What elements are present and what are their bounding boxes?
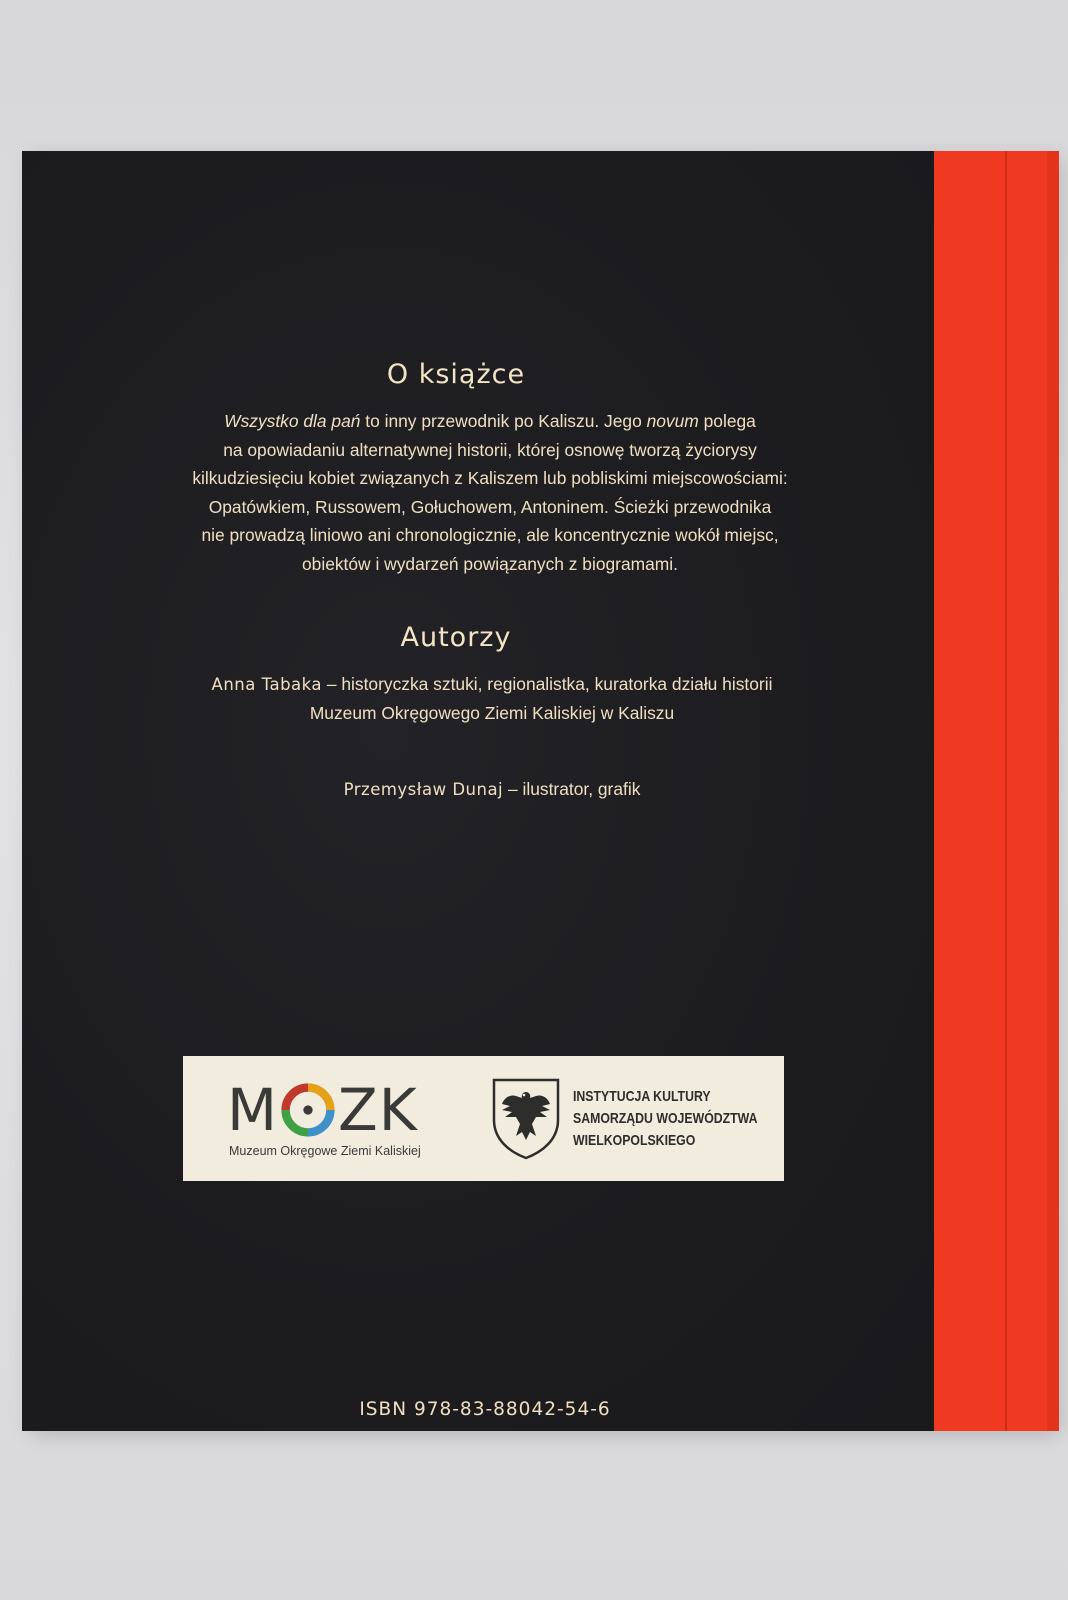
flap-edge [1047, 151, 1059, 1431]
about-paragraph [140, 407, 840, 578]
institution-line: SAMORZĄDU WOJEWÓDZTWA [573, 1110, 758, 1127]
about-line: nie prowadzą liniowo ani chronologicznie, ale koncentrycznie wokół miejsc, [201, 525, 779, 545]
about-line: kilkudziesięciu kobiet związanych z Kaliszem lub pobliskimi miejscowościami: [192, 468, 788, 488]
institution-text [573, 1086, 757, 1152]
eagle-crest-icon [490, 1076, 562, 1160]
logo-strip [183, 1056, 784, 1181]
about-line [140, 407, 840, 436]
about-text: polega [698, 411, 756, 431]
author-name: Anna Tabaka [211, 675, 323, 694]
isbn: ISBN 978-83-88042-54-6 [359, 1399, 611, 1420]
institution-line: INSTYTUCJA KULTURY [573, 1088, 711, 1105]
author-line: Muzeum Okręgowego Ziemi Kaliskiej w Kaliszu [309, 703, 675, 723]
cover-content [22, 151, 934, 1431]
mozk-letters: ZK [338, 1076, 418, 1144]
about-text: to inny przewodnik po Kaliszu. Jego [360, 411, 647, 431]
institution-line: WIELKOPOLSKIEGO [573, 1132, 696, 1149]
author-desc: – historyczka sztuki, regionalistka, kuratorka działu historii [322, 674, 773, 694]
about-line: na opowiadaniu alternatywnej historii, której osnowę tworzą życiorysy [223, 439, 757, 460]
novum-word: novum [646, 411, 699, 431]
mozk-logo [227, 1076, 418, 1144]
about-heading: O książce [386, 359, 526, 390]
mozk-subtitle: Muzeum Okręgowe Ziemi Kaliskiej [229, 1144, 421, 1158]
author-name: Przemysław Dunaj [343, 780, 504, 799]
author-line [112, 670, 872, 699]
authors-heading: Autorzy [400, 622, 512, 653]
mozk-letters: M [227, 1076, 279, 1144]
book-title: Wszystko dla pań [224, 411, 361, 431]
author-przemyslaw [112, 775, 872, 804]
author-desc: – ilustrator, grafik [503, 779, 641, 799]
author-anna [112, 670, 872, 727]
red-flap [934, 151, 1059, 1431]
about-line: obiektów i wydarzeń powiązanych z biogramami. [301, 553, 678, 574]
flap-fold-line [1005, 151, 1007, 1431]
about-line: Opatówkiem, Russowem, Gołuchowem, Antoninem. Ścieżki przewodnika [208, 496, 772, 517]
mozk-ring-icon [280, 1082, 336, 1138]
